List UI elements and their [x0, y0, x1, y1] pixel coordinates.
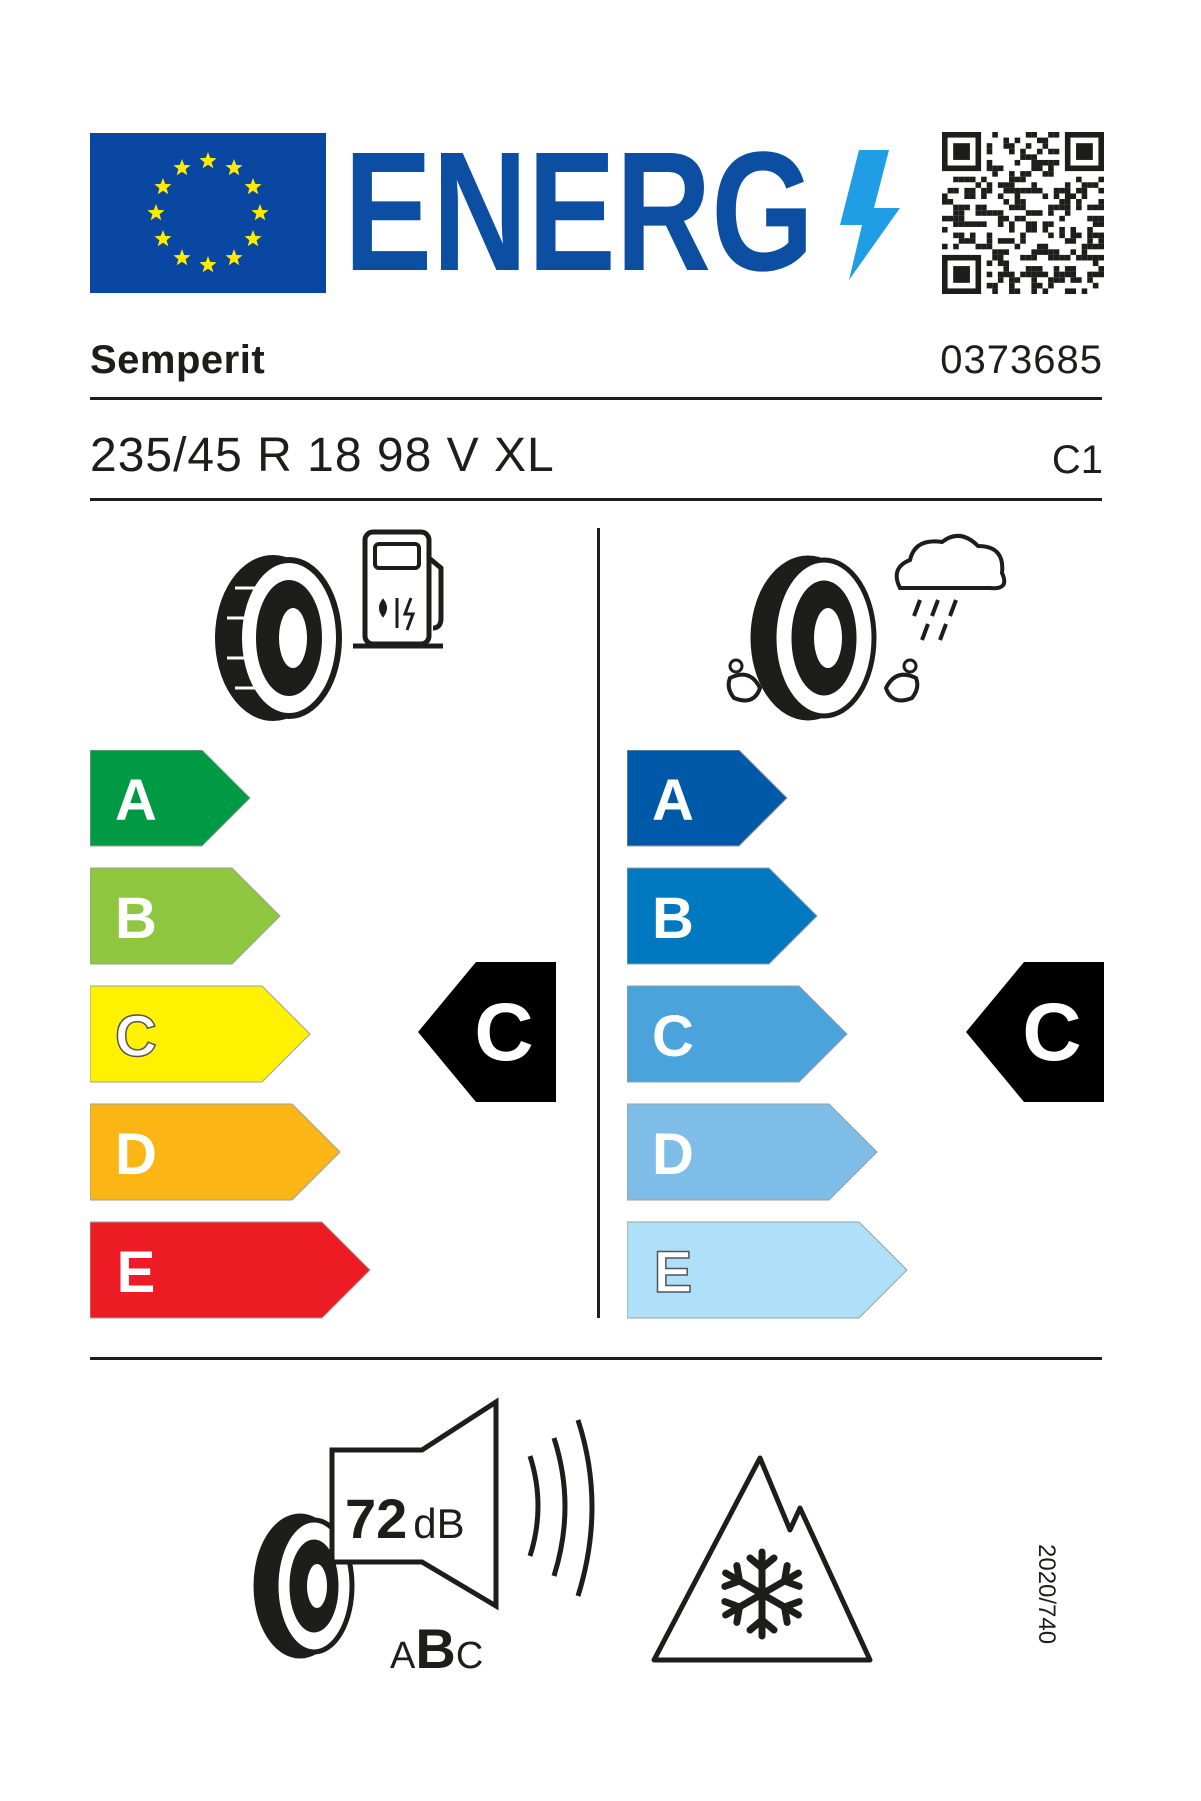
- wet-bar-c: [627, 986, 847, 1082]
- wet-bar-b: [627, 868, 817, 964]
- wet-letter-c: C: [652, 1004, 694, 1069]
- fuel-rating-letter: C: [474, 987, 534, 1078]
- brand-name: Semperit: [90, 338, 266, 382]
- fuel-bar-c: [90, 986, 310, 1082]
- wet-letter-b: B: [652, 886, 694, 951]
- wet-letter-a: A: [652, 768, 694, 833]
- fuel-letter-b: B: [115, 886, 157, 951]
- noise-class: [390, 1616, 483, 1681]
- noise-value: [345, 1486, 500, 1556]
- divider-line: [90, 1357, 1102, 1360]
- fuel-bar-d: [90, 1104, 340, 1200]
- fuel-bar-a: [90, 750, 250, 846]
- wet-letter-d: D: [652, 1122, 694, 1187]
- energy-wordmark: [344, 130, 910, 296]
- tyre-fuel-pump-icon: [205, 528, 455, 728]
- tyre-rain-cloud-icon: [720, 528, 1020, 728]
- fuel-bar-e: [90, 1222, 370, 1318]
- noise-db-unit: dB: [413, 1500, 465, 1547]
- label-id: 0373685: [940, 338, 1103, 382]
- fuel-letter-d: D: [115, 1122, 157, 1187]
- qr-code-icon[interactable]: [942, 132, 1104, 294]
- noise-section: [250, 1396, 650, 1680]
- wet-rating-marker: [966, 962, 1104, 1102]
- divider-line: [90, 397, 1102, 400]
- wet-bar-a: [627, 750, 787, 846]
- wet-bar-d: [627, 1104, 877, 1200]
- fuel-bar-b: [90, 868, 280, 964]
- noise-class-b: B: [415, 1617, 456, 1680]
- noise-class-c: C: [455, 1635, 484, 1677]
- wet-bar-e: [627, 1222, 907, 1318]
- noise-db-value: 72: [345, 1487, 408, 1550]
- wet-letter-e: E: [653, 1240, 693, 1305]
- center-divider: [597, 528, 600, 1318]
- fuel-letter-e: E: [116, 1240, 156, 1305]
- tyre-class: C1: [1051, 438, 1103, 482]
- three-peak-snowflake-icon: [650, 1450, 874, 1664]
- regulation-number: 2020/740: [1033, 1544, 1060, 1645]
- tyre-size: 235/45 R 18 98 V XL: [90, 429, 555, 482]
- fuel-letter-c: C: [115, 1004, 157, 1069]
- divider-line: [90, 498, 1102, 501]
- wet-rating-letter: C: [1022, 987, 1082, 1078]
- noise-class-a: A: [390, 1635, 416, 1677]
- eu-flag-icon: [90, 133, 326, 293]
- energy-word-text: ENERG: [344, 130, 814, 296]
- fuel-rating-marker: [418, 962, 556, 1102]
- fuel-letter-a: A: [115, 768, 157, 833]
- wet-grip-scale: [627, 750, 977, 1320]
- lightning-bolt-icon: [840, 150, 900, 280]
- label-header: [90, 130, 1102, 296]
